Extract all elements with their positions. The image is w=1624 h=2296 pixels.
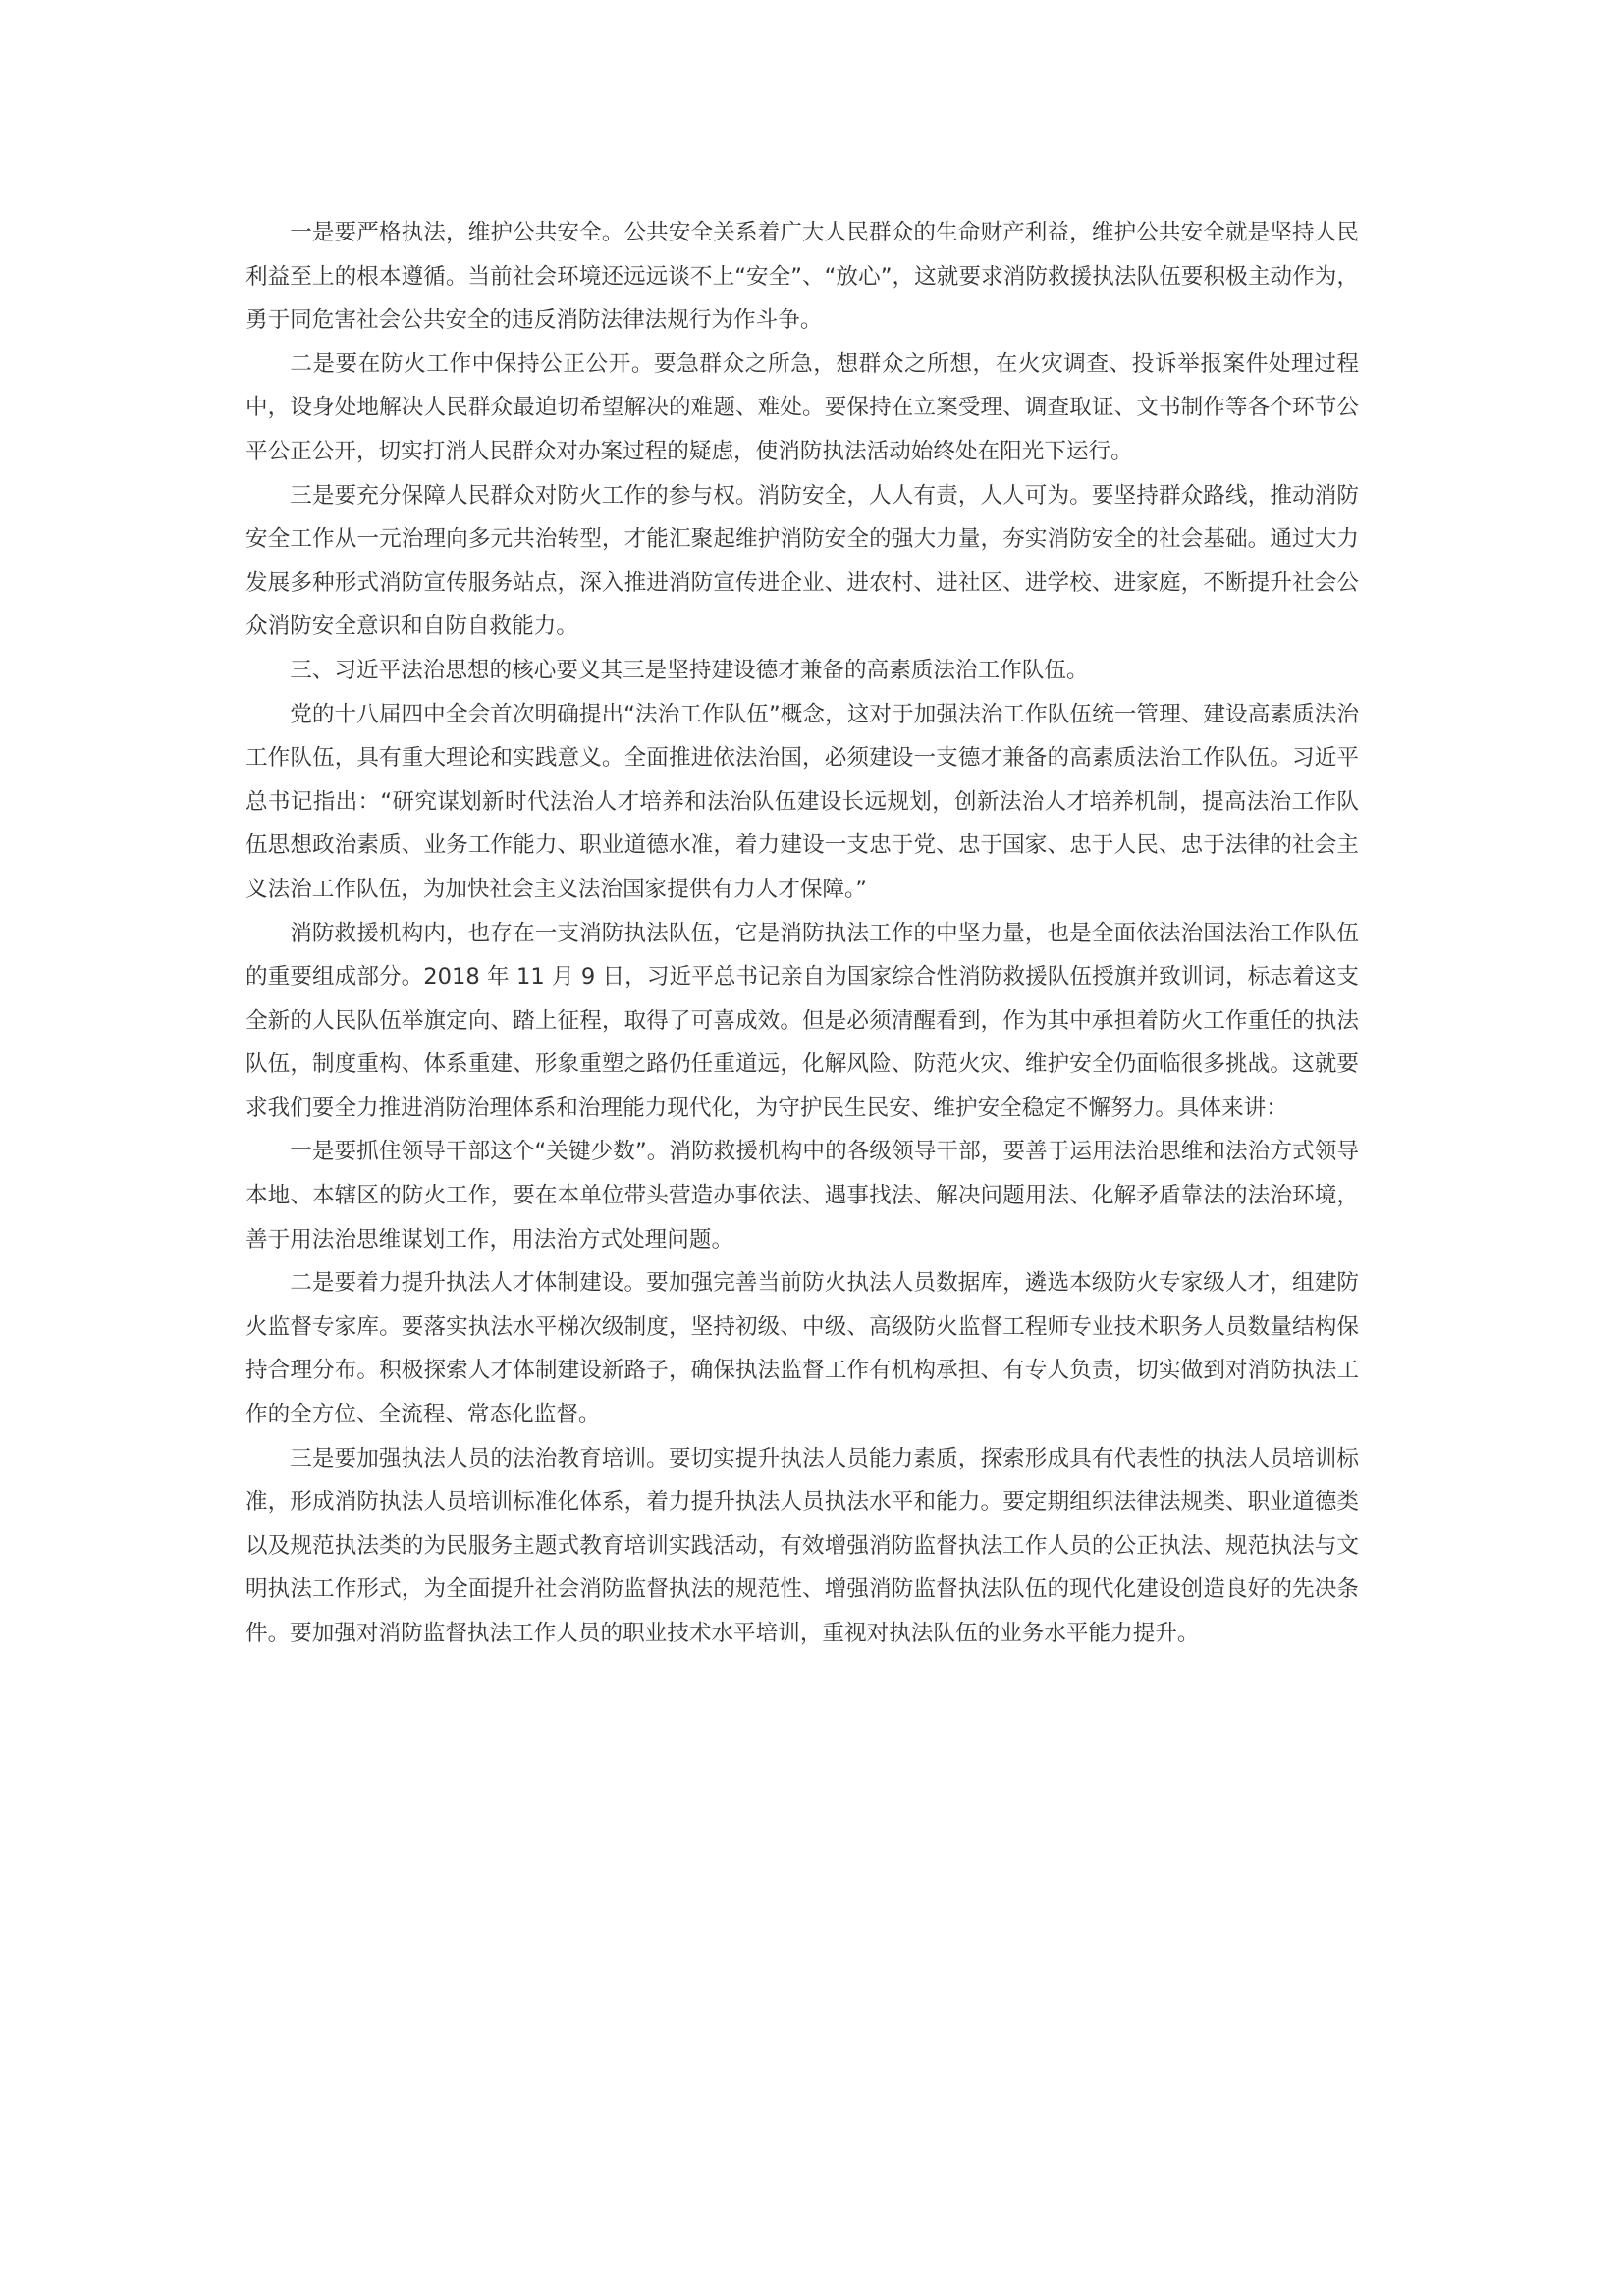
paragraph-talent-system: 二是要着力提升执法人才体制建设。要加强完善当前防火执法人员数据库，遴选本级防火专家级人才，组建防火监督专家库。要落实执法水平梯次级制度，坚持初级、中级、高级防火监督工程师专业技术职务人员数量结构保持合理分布。积极探索人才体制建设新路子，确保执法监督工作有机构承担、有专人负责，切实做到对消防执法工作的全方位、全流程、常态化监督。 — [245, 1270, 1359, 1428]
paragraph-legal-workforce: 党的十八届四中全会首次明确提出“法治工作队伍”概念，这对于加强法治工作队伍统一管理、建设高素质法治工作队伍，具有重大理论和实践意义。全面推进依法治国，必须建设一支德才兼备的高素质法治工作队伍。习近平总书记指出：“研究谋划新时代法治人才培养和法治队伍建设长远规划，创新法治人才培养机制，提高法治工作队伍思想政治素质、业务工作能力、职业道德水准，着力建设一支忠于党、忠于国家、忠于人民、忠于法律的社会主义法治工作队伍，为加快社会主义法治国家提供有力人才保障。” — [245, 701, 1359, 902]
document-page — [245, 211, 1359, 1656]
section-heading-three: 三、习近平法治思想的核心要义其三是坚持建设德才兼备的高素质法治工作队伍。 — [290, 657, 1089, 683]
paragraph-public-participation: 三是要充分保障人民群众对防火工作的参与权。消防安全，人人有责，人人可为。要坚持群众路线，推动消防安全工作从一元治理向多元共治转型，才能汇聚起维护消防安全的强大力量，夯实消防安全的社会基础。通过大力发展多种形式消防宣传服务站点，深入推进消防宣传进企业、进农村、进社区、进学校、进家庭，不断提升社会公众消防安全意识和自防自救能力。 — [245, 482, 1359, 640]
paragraph-leading-cadres: 一是要抓住领导干部这个“关键少数”。消防救援机构中的各级领导干部，要善于运用法治思维和法治方式领导本地、本辖区的防火工作，要在本单位带头营造办事依法、遇事找法、解决问题用法、化解矛盾靠法的法治环境，善于用法治思维谋划工作，用法治方式处理问题。 — [245, 1139, 1359, 1253]
paragraph-strict-enforcement: 一是要严格执法，维护公共安全。公共安全关系着广大人民群众的生命财产利益，维护公共安全就是坚持人民利益至上的根本遵循。当前社会环境还远远谈不上“安全”、“放心”，这就要求消防救援执法队伍要积极主动作为，勇于同危害社会公共安全的违反消防法律法规行为作斗争。 — [245, 220, 1359, 334]
paragraph-fairness-openness: 二是要在防火工作中保持公正公开。要急群众之所急，想群众之所想，在火灾调查、投诉举报案件处理过程中，设身处地解决人民群众最迫切希望解决的难题、难处。要保持在立案受理、调查取证、文书制作等各个环节公平公正公开，切实打消人民群众对办案过程的疑虑，使消防执法活动始终处在阳光下运行。 — [245, 350, 1359, 464]
paragraph-education-training: 三是要加强执法人员的法治教育培训。要切实提升执法人员能力素质，探索形成具有代表性的执法人员培训标准，形成消防执法人员培训标准化体系，着力提升执法人员执法水平和能力。要定期组织法律法规类、职业道德类以及规范执法类的为民服务主题式教育培训实践活动，有效增强消防监督执法工作人员的公正执法、规范执法与文明执法工作形式，为全面提升社会消防监督执法的规范性、增强消防监督执法队伍的现代化建设创造良好的先决条件。要加强对消防监督执法工作人员的职业技术水平培训，重视对执法队伍的业务水平能力提升。 — [245, 1445, 1359, 1646]
paragraph-fire-enforcement-team: 消防救援机构内，也存在一支消防执法队伍，它是消防执法工作的中坚力量，也是全面依法治国法治工作队伍的重要组成部分。2018 年 11 月 9 日，习近平总书记亲自为国家综合性消防救援队伍授旗并致训词，标志着这支全新的人民队伍举旗定向、踏上征程，取得了可喜成效。但是必须清醒看到，作为其中承担着防火工作重任的执法队伍，制度重构、体系重建、形象重塑之路仍任重道远，化解风险、防范火灾、维护安全仍面临很多挑战。这就要求我们要全力推进消防治理体系和治理能力现代化，为守护民生民安、维护安全稳定不懈努力。具体来讲： — [245, 920, 1359, 1121]
